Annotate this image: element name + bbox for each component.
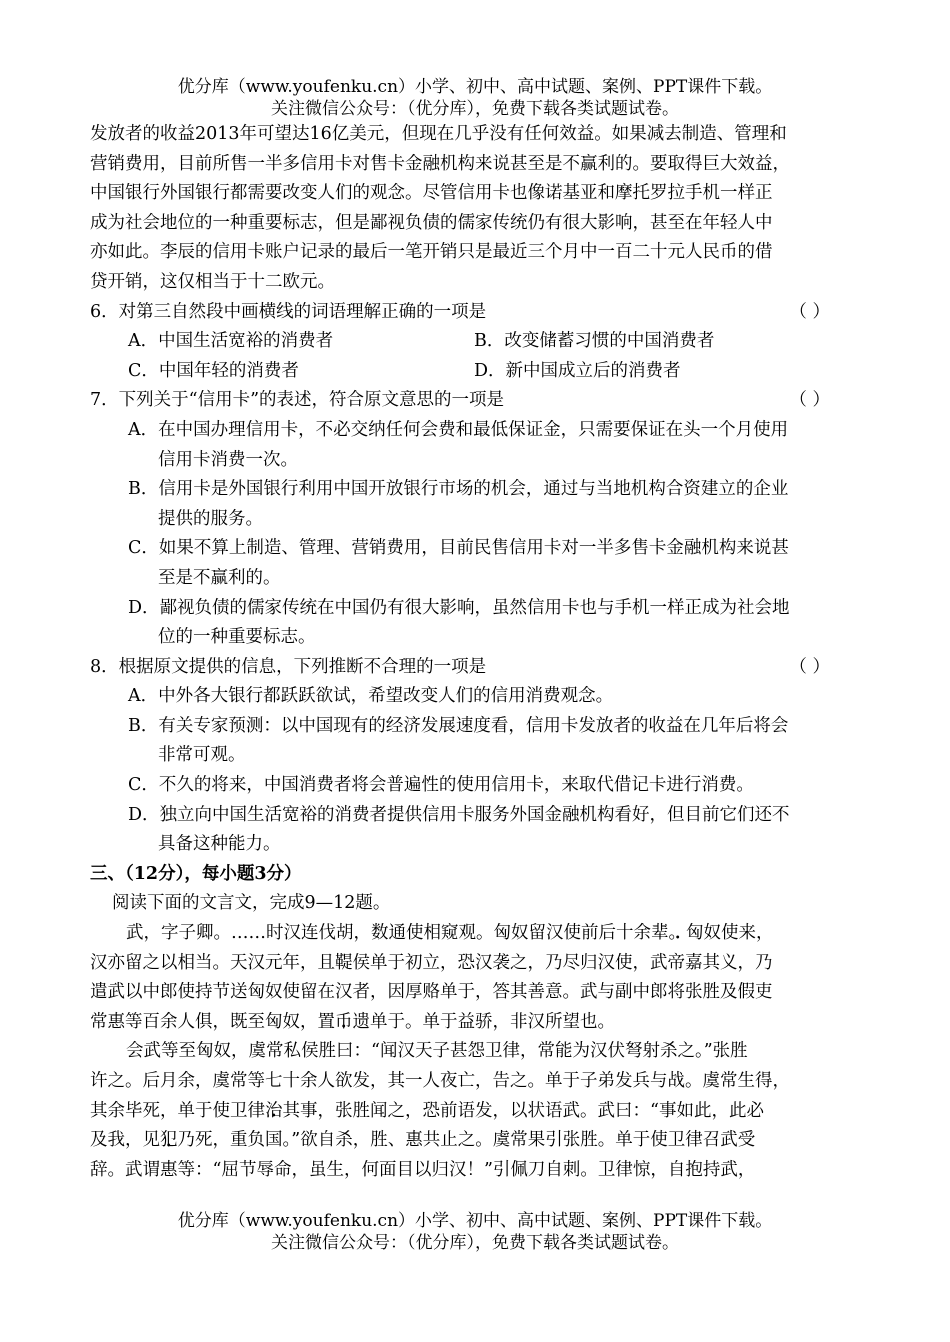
passage-line: 营销费用，目前所售一半多信用卡对售卡金融机构来说甚至是不赢利的。要取得巨大效益， <box>90 153 790 174</box>
reading-passage <box>90 120 870 298</box>
passage-line: 辞。武谓惠等：“屈节辱命，虽生，何面目以归汉！”引佩刀自刺。卫律惊，自抱持武， <box>90 1159 756 1180</box>
passage-line: 及我，见犯乃死，重负国。”欲自杀，胜、惠共止之。虞常果引张胜。单于使卫律召武受 <box>90 1130 756 1151</box>
emphasis-dot: 犯 <box>160 1130 178 1151</box>
option-d: D．新中国成立后的消费者 <box>474 360 681 381</box>
option-b: B．改变储蓄习惯的中国消费者 <box>474 331 715 352</box>
passage-line: 中国银行外国银行都需要改变人们的观念。尽管信用卡也像诺基亚和摩托罗拉手机一样正 <box>90 183 773 204</box>
section-instruction: 阅读下面的文言文，完成9—12题。 <box>112 893 391 914</box>
footer-line-1: 优分库（www.youfenku.cn）小学、初中、高中试题、案例、PPT课件下载。 <box>177 1211 773 1231</box>
option-c: C．中国年轻的消费者 <box>128 360 299 381</box>
option-d: D．鄙视负债的儒家传统在中国仍有很大影响，虽然信用卡也与手机一样正成为社会地 位的一种重要标志。 <box>128 597 790 648</box>
page-header <box>0 76 950 120</box>
option-a: A．在中国办理信用卡，不必交纳任何会费和最低保证金，只需要保证在头一个月使用 信用卡消费一次。 <box>128 419 789 470</box>
passage-line: 发放者的收益2013年可望达16亿美元，但现在几乎没有任何效益。如果减去制造、管理和 <box>90 124 787 144</box>
emphasis-dot: 币 <box>335 1011 353 1032</box>
answer-bracket: （ ） <box>789 301 830 322</box>
question-7 <box>90 386 870 652</box>
passage-line: 武，字子卿。……时汉连伐胡，数通使相窥观。匈奴留汉使前后十余辈。匈奴使来， <box>126 923 774 944</box>
option-a: A．中国生活宽裕的消费者 <box>128 331 334 352</box>
header-line-1: 优分库（www.youfenku.cn）小学、初中、高中试题、案例、PPT课件下载。 <box>177 77 773 97</box>
emphasis-dot: 治 <box>265 1100 283 1121</box>
question-6 <box>90 298 870 387</box>
option-b: B．有关专家预测：以中国现有的经济发展速度看，信用卡发放者的收益在几年后将会 非常可观。 <box>128 715 789 766</box>
header-line-2: 关注微信公众号：（优分库），免费下载各类试题试卷。 <box>271 99 679 119</box>
section-3 <box>90 860 870 919</box>
question-stem: 7．下列关于“信用卡”的表述，符合原文意思的一项是 <box>90 390 505 411</box>
question-8 <box>90 653 870 860</box>
emphasis-dot: 辈 <box>651 923 669 944</box>
passage-line: 汉亦留之以相当。天汉元年，且鞮侯单于初立，恐汉袭之，乃尽归汉使，武帝嘉其义，乃 <box>90 952 773 973</box>
option-a: A．中外各大银行都跃跃欲试，希望改变人们的信用消费观念。 <box>128 686 614 707</box>
passage-line: 亦如此。李辰的信用卡账户记录的最后一笔开销只是最近三个月中一百二十元人民币的借 <box>90 242 773 263</box>
page-footer <box>0 1210 950 1254</box>
passage-line: 成为社会地位的一种重要标志，但是鄙视负债的儒家传统仍有很大影响，甚至在年轻人中 <box>90 212 773 233</box>
option-b: B．信用卡是外国银行利用中国开放银行市场的机会，通过与当地机构合资建立的企业 提供的服务。 <box>128 479 789 529</box>
classical-passage <box>90 919 870 1185</box>
passage-line: 其余毕死，单于使卫律治其事，张胜闻之，恐前语发，以状语武。武曰：“事如此，此必 <box>90 1100 764 1121</box>
document-body <box>90 120 870 1185</box>
passage-line: 贷开销，这仅相当于十二欧元。 <box>90 271 335 292</box>
footer-line-2: 关注微信公众号：（优分库），免费下载各类试题试卷。 <box>271 1233 679 1253</box>
answer-bracket: （ ） <box>789 656 830 677</box>
passage-line: 会武等至匈奴，虞常私侯胜曰：“闻汉天子甚怨卫律，常能为汉伏弩射杀之。”张胜 <box>126 1041 748 1062</box>
question-stem: 8．根据原文提供的信息，下列推断不合理的一项是 <box>90 656 487 677</box>
question-stem: 6．对第三自然段中画横线的词语理解正确的一项是 <box>90 301 487 322</box>
passage-line: 常惠等百余人俱，既至匈奴，置币遗单于。单于益骄，非汉所望也。 <box>90 1011 615 1032</box>
option-c: C．不久的将来，中国消费者将会普遍性的使用信用卡，来取代借记卡进行消费。 <box>128 775 754 796</box>
answer-bracket: （ ） <box>789 390 830 411</box>
option-c: C．如果不算上制造、管理、营销费用，目前民售信用卡对一半多售卡金融机构来说甚 至是不赢利的。 <box>128 538 789 588</box>
passage-line: 遣武以中郎使持节送匈奴使留在汉者，因厚赂单于，答其善意。武与副中郎将张胜及假吏 <box>90 982 773 1003</box>
passage-line: 许之。后月余，虞常等七十余人欲发，其一人夜亡，告之。单于子弟发兵与战。虞常生得， <box>90 1071 790 1091</box>
option-d: D．独立向中国生活宽裕的消费者提供信用卡服务外国金融机构看好，但目前它们还不 具备这种能力。 <box>128 804 790 855</box>
section-title: 三、（12分），每小题3分） <box>90 863 302 884</box>
